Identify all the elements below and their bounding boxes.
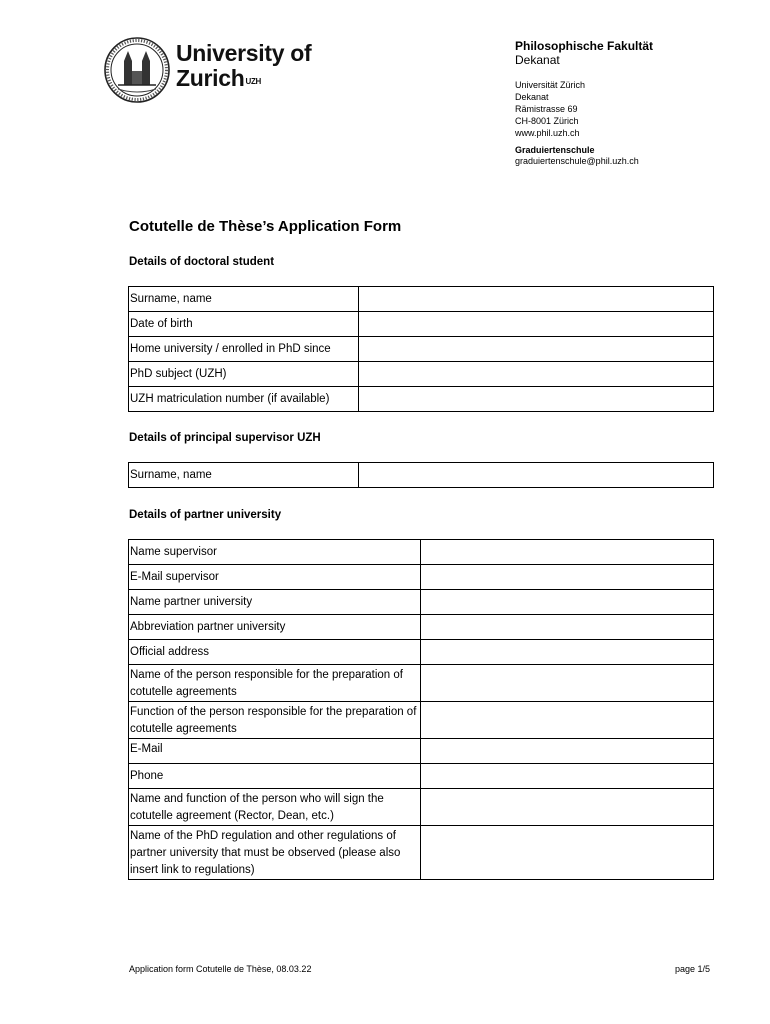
address-line: Dekanat	[515, 92, 549, 102]
address-line: Rämistrasse 69	[515, 104, 578, 114]
graduate-school-title: Graduiertenschule	[515, 145, 595, 155]
field-label: Name of the PhD regulation and other regulations of partner university that must be observed (please also insert link to regulations)	[129, 826, 421, 880]
field-label: Name supervisor	[129, 540, 421, 565]
field-label: Date of birth	[129, 312, 359, 337]
footer-document-info: Application form Cotutelle de Thèse, 08.03.22	[129, 964, 312, 974]
field-label: Abbreviation partner university	[129, 615, 421, 640]
logo-line1: University of	[176, 40, 312, 66]
address-website: www.phil.uzh.ch	[515, 128, 580, 138]
field-value-cell[interactable]	[421, 615, 714, 640]
field-value-cell[interactable]	[421, 665, 714, 702]
section-heading-partner-university: Details of partner university	[129, 509, 282, 521]
field-label: Phone	[129, 764, 421, 789]
section-heading-doctoral-student: Details of doctoral student	[129, 256, 275, 268]
field-value-cell[interactable]	[421, 640, 714, 665]
logo-sup: UZH	[245, 77, 262, 86]
faculty-address	[515, 79, 585, 139]
faculty-subtitle: Dekanat	[515, 53, 560, 67]
field-value-cell[interactable]	[421, 540, 714, 565]
graduate-school-email: graduiertenschule@phil.uzh.ch	[515, 156, 639, 166]
form-title: Cotutelle de Thèse’s Application Form	[129, 218, 402, 235]
field-label: E-Mail supervisor	[129, 565, 421, 590]
field-value-cell[interactable]	[359, 312, 714, 337]
field-label: Name and function of the person who will sign the cotutelle agreement (Rector, Dean, etc.)	[129, 789, 421, 826]
field-label: UZH matriculation number (if available)	[129, 387, 359, 412]
field-label: Surname, name	[129, 287, 359, 312]
partner-university-table	[128, 539, 714, 880]
field-value-cell[interactable]	[421, 739, 714, 764]
field-label: Surname, name	[129, 463, 359, 488]
university-seal-icon	[104, 37, 170, 103]
logo-line2: Zurich	[176, 65, 245, 91]
footer-page-number: page 1/5	[675, 964, 711, 974]
field-value-cell[interactable]	[359, 463, 714, 488]
field-label: Name partner university	[129, 590, 421, 615]
field-value-cell[interactable]	[421, 702, 714, 739]
field-value-cell[interactable]	[421, 826, 714, 880]
field-value-cell[interactable]	[359, 387, 714, 412]
field-label: E-Mail	[129, 739, 421, 764]
address-line: CH-8001 Zürich	[515, 116, 579, 126]
field-value-cell[interactable]	[421, 565, 714, 590]
field-value-cell[interactable]	[421, 789, 714, 826]
field-value-cell[interactable]	[359, 337, 714, 362]
address-line: Universität Zürich	[515, 80, 586, 90]
field-value-cell[interactable]	[359, 287, 714, 312]
field-label: Official address	[129, 640, 421, 665]
supervisor-table	[128, 462, 714, 488]
section-heading-supervisor: Details of principal supervisor UZH	[129, 432, 321, 444]
field-value-cell[interactable]	[359, 362, 714, 387]
field-value-cell[interactable]	[421, 590, 714, 615]
field-value-cell[interactable]	[421, 764, 714, 789]
field-label: Function of the person responsible for the preparation of cotutelle agreements	[129, 702, 421, 739]
field-label: Home university / enrolled in PhD since	[129, 337, 359, 362]
field-label: PhD subject (UZH)	[129, 362, 359, 387]
field-label: Name of the person responsible for the preparation of cotutelle agreements	[129, 665, 421, 702]
university-logo-text	[176, 41, 311, 91]
faculty-title: Philosophische Fakultät	[515, 39, 654, 53]
doctoral-student-table	[128, 286, 714, 412]
